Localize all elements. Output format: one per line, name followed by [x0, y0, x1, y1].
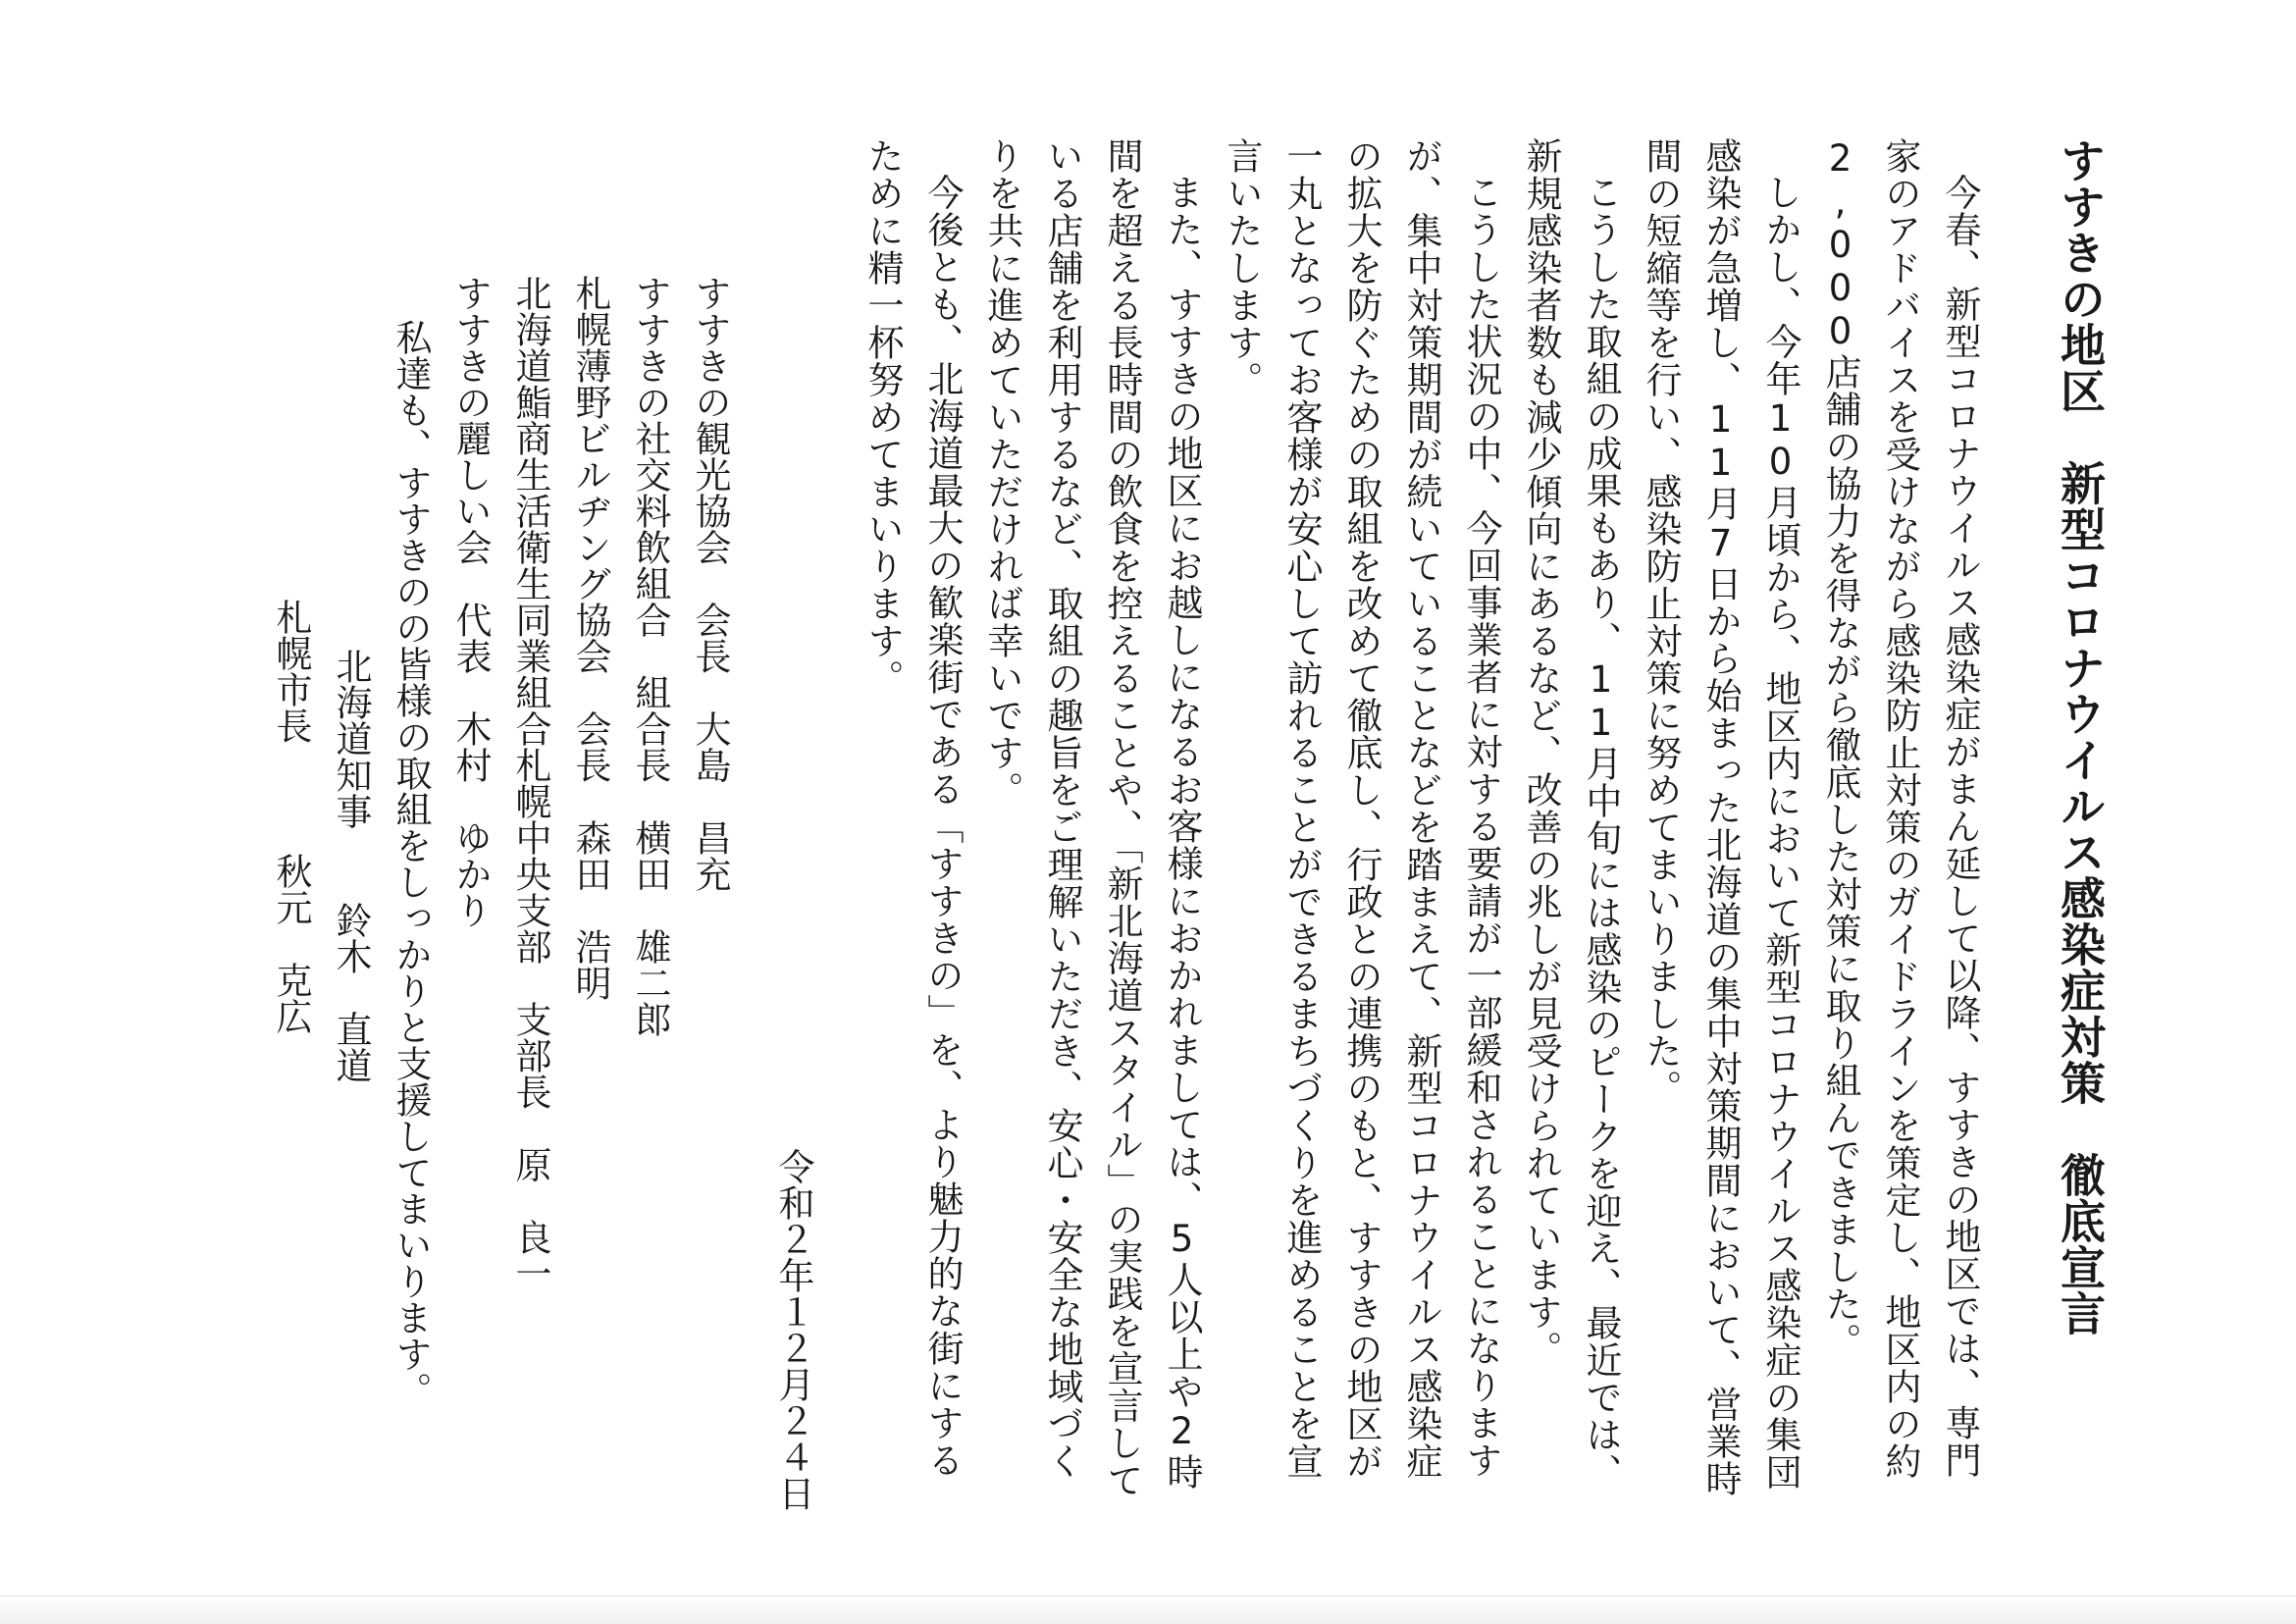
- declaration-body: [853, 137, 1990, 1511]
- paragraph: 今後とも、北海道最大の歓楽街である「すすきの」を、より魅力的な街にするために精一杯努めてまいります。: [861, 137, 964, 1479]
- support-statement: 私達も、すすきのの皆様の取組をしっかりと支援してまいります。: [390, 319, 432, 1408]
- signer-list: [441, 137, 740, 1511]
- paragraph: また、すすきの地区にお越しになるお客様におかれましては、5人以上や2時間を超える長時間の飲食を控えることや、「新北海道スタイル」の実践を宣言している店舗を利用するなど、取組の趣旨をご理解いただき、安心・安全な地域づくりを共に進めていただければ幸いです。: [981, 137, 1203, 1499]
- signer: すすきの観光協会 会長 大島 昌充: [689, 275, 731, 892]
- paragraph: 今春、新型コロナウイルス感染症がまん延して以降、すすきの地区では、専門家のアドバイスを受けながら感染防止対策のガイドラインを策定し、地区内の約2,000店舗の協力を得ながら徹底した対策に取り組んできました。: [1819, 137, 1981, 1480]
- signer: 北海道鮨商生活衛生同業組合札幌中央支部 支部長 原 良一: [509, 275, 551, 1291]
- signer: 札幌薄野ビルヂング協会 会長 森田 浩明: [569, 275, 611, 1001]
- paragraph: こうした取組の成果もあり、11月中旬には感染のピークを迎え、最近では、新規感染者数も減少傾向にあるなど、改善の兆しが見受けられています。: [1520, 137, 1622, 1491]
- officials-list: [261, 137, 381, 1511]
- document-title: すすきの地区 新型コロナウイルス感染症対策 徹底宣言: [2054, 137, 2107, 1336]
- paragraph: こうした状況の中、今回事業者に対する要請が一部緩和されることになりますが、集中対策期間が続いていることなどを踏まえて、新型コロナウイルス感染症の拡大を防ぐための取組を改めて徹底し、行政との連携のもと、すすきの地区が一丸となってお客様が安心して訪れることができるまちづくりを進めることを宣言いたします。: [1221, 137, 1502, 1480]
- official-governor: 北海道知事 鈴木 直道: [330, 648, 372, 1083]
- declaration-date: 令和２年１２月２４日: [772, 1148, 814, 1511]
- scan-bottom-edge: [0, 1596, 2296, 1624]
- signer: すすきの社交料飲組合 組合長 横田 雄二郎: [629, 275, 671, 1037]
- signer: すすきの麗しい会 代表 木村 ゆかり: [449, 275, 492, 928]
- official-mayor: 札幌市長 秋元 克広: [270, 599, 312, 1034]
- paragraph: しかし、今年10月頃から、地区内において新型コロナウイルス感染症の集団感染が急増し、11月7日から始まった北海道の集中対策期間において、営業時間の短縮等を行い、感染防止対策に努めてまいりました。: [1640, 137, 1801, 1497]
- declaration-document: [261, 137, 2129, 1511]
